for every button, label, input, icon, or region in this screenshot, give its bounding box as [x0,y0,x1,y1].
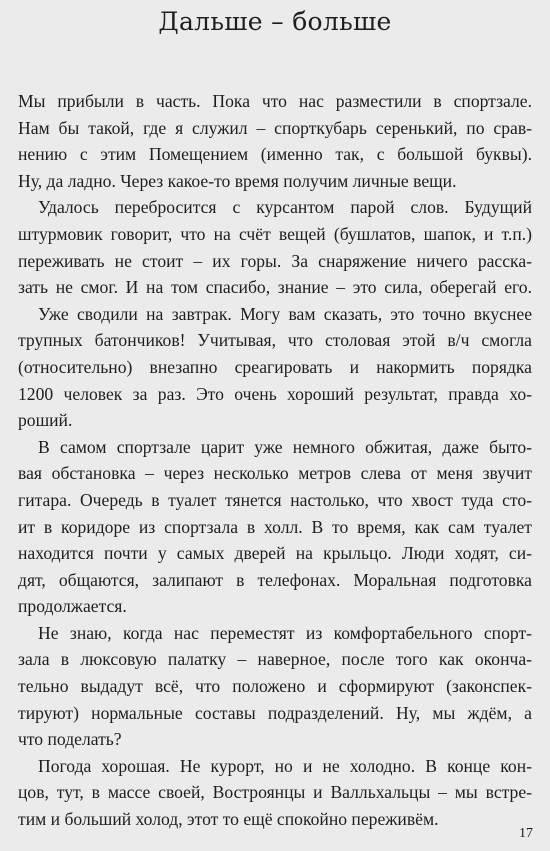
text-line: нению с этим Помещением (именно так, с большой буквы). [18,144,532,165]
text-line: Не знаю, когда нас переместят из комфортабельного спорт- [38,622,532,643]
text-line: роший. [18,410,73,431]
text-line: дят, общаются, залипают в телефонах. Моральная подготовка [18,569,532,590]
text-line: зать не смог. И на том спасибо, знание – это сила, оберегай его. [18,277,532,298]
text-line: В самом спортзале царит уже немного обжитая, даже быто- [38,436,532,457]
text-line: продолжается. [18,596,127,617]
text-line: Нам бы такой, где я служил – спорткубарь серенький, по срав- [18,117,532,138]
text-line: Уже сводили на завтрак. Могу вам сказать, это точно вкуснее [38,303,532,324]
text-line: 1200 человек за раз. Это очень хороший результат, правда хо- [18,383,532,404]
text-line: штурмовик говорит, что на счёт вещей (бушлатов, шапок, и т.п.) [18,223,532,244]
text-line: находится почти у самых дверей на крыльцо. Люди ходят, си- [18,543,532,564]
text-line: тируют) нормальные составы подразделений. Ну, мы ждём, а [18,702,532,723]
text-line: что поделать? [18,729,122,750]
text-line: тим и больший холод, этот то ещё спокойно переживём. [18,809,439,830]
text-line: переживать не стоит – их горы. За снаряжение ничего расска- [18,250,532,271]
text-line: трупных батончиков! Учитывая, что столовая этой в/ч смогла [18,330,532,351]
body-text [18,88,532,833]
text-line: вая обстановка – через несколько метров слева от меня звучит [18,463,532,484]
text-line: зала в люксовую палатку – наверное, после того как оконча- [18,649,532,670]
text-line: Мы прибыли в часть. Пока что нас разместили в спортзале. [18,91,532,111]
text-line: Удалось перебросится с курсантом парой слов. Будущий [38,197,532,218]
text-line: ит в коридоре из спортзала в холл. В то время, как сам туалет [18,516,532,537]
text-line: Ну, да ладно. Через какое-то время получим личные вещи. [18,170,457,191]
text-line: Погода хорошая. Не курорт, но и не холодно. В конце кон- [38,755,532,776]
text-line: (относительно) внезапно среагировать и накормить порядка [18,356,532,377]
text-line: цов, тут, в массе своей, Востроянцы и Валльхальцы – мы встре- [18,782,532,803]
text-line: тельно выдадут всё, что положено и сформируют (законспек- [18,676,532,697]
chapter-title: Дальше – больше [158,7,392,36]
text-line: гитара. Очередь в туалет тянется настолько, что хвост туда сто- [18,489,532,510]
page-number: 17 [519,826,533,841]
